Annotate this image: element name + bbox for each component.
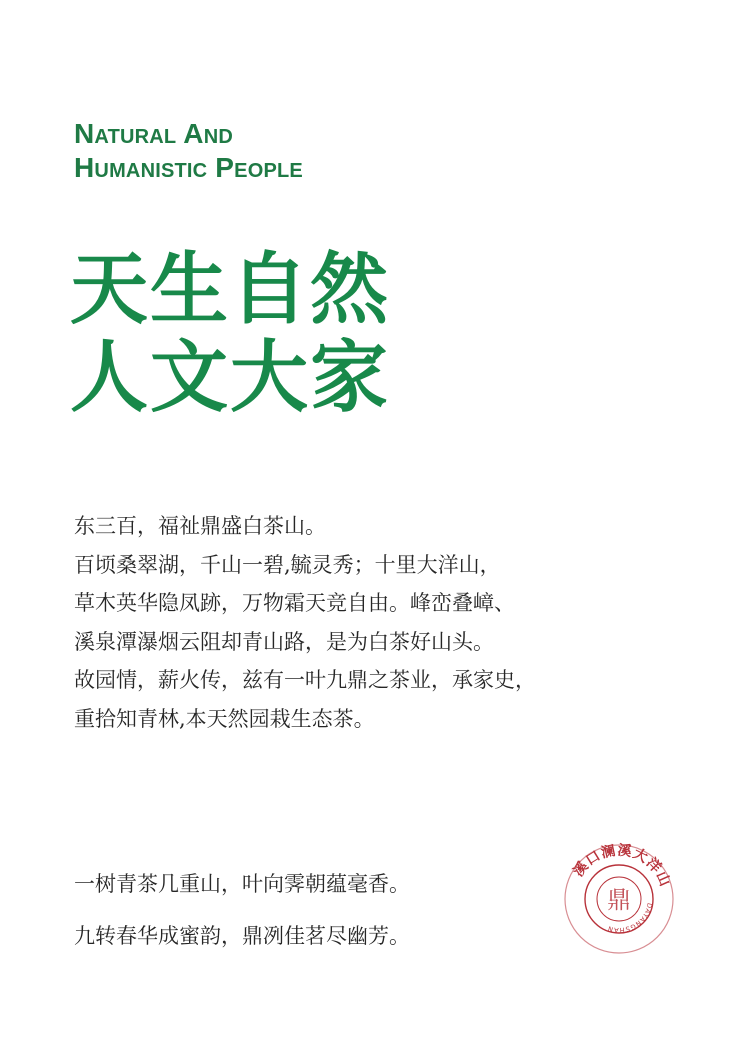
english-title-line-1: Natural And	[74, 118, 233, 149]
poem-line: 重拾知青林,本天然园栽生态茶。	[74, 706, 375, 731]
seal-ring-text: 溪口澜溪大洋山	[570, 842, 674, 890]
poem-line: 故园情，薪火传，兹有一叶九鼎之茶业，承家史，	[74, 668, 536, 692]
verse-couplet	[74, 858, 410, 962]
seal-center-glyph: 鼎	[607, 886, 631, 914]
seal-latin-text: DAYANGSHAN	[606, 902, 654, 935]
poem-line: 溪泉潭瀑烟云阻却青山路，是为白茶好山头。	[74, 629, 494, 654]
poem-line: 草木英华隐凤跡，万物霜天竞自由。峰峦叠嶂、	[74, 591, 515, 615]
verse-line: 九转春华成蜜韵，鼎冽佳茗尽幽芳。	[74, 924, 410, 948]
chinese-title	[70, 246, 390, 422]
poem-line: 东三百，福祉鼎盛白茶山。	[74, 514, 326, 538]
poem-line: 百顷桑翠湖，千山一碧,毓灵秀；十里大洋山，	[74, 552, 501, 577]
chinese-title-line-1: 天生自然	[70, 245, 391, 335]
poem-paragraph	[74, 507, 536, 738]
english-title-line-2: Humanistic People	[74, 152, 303, 183]
seal-stamp-logo	[562, 842, 676, 956]
chinese-title-line-2: 人文大家	[70, 333, 391, 423]
verse-line: 一树青茶几重山，叶向霁朝蕴毫香。	[74, 872, 410, 896]
english-title	[74, 117, 303, 185]
